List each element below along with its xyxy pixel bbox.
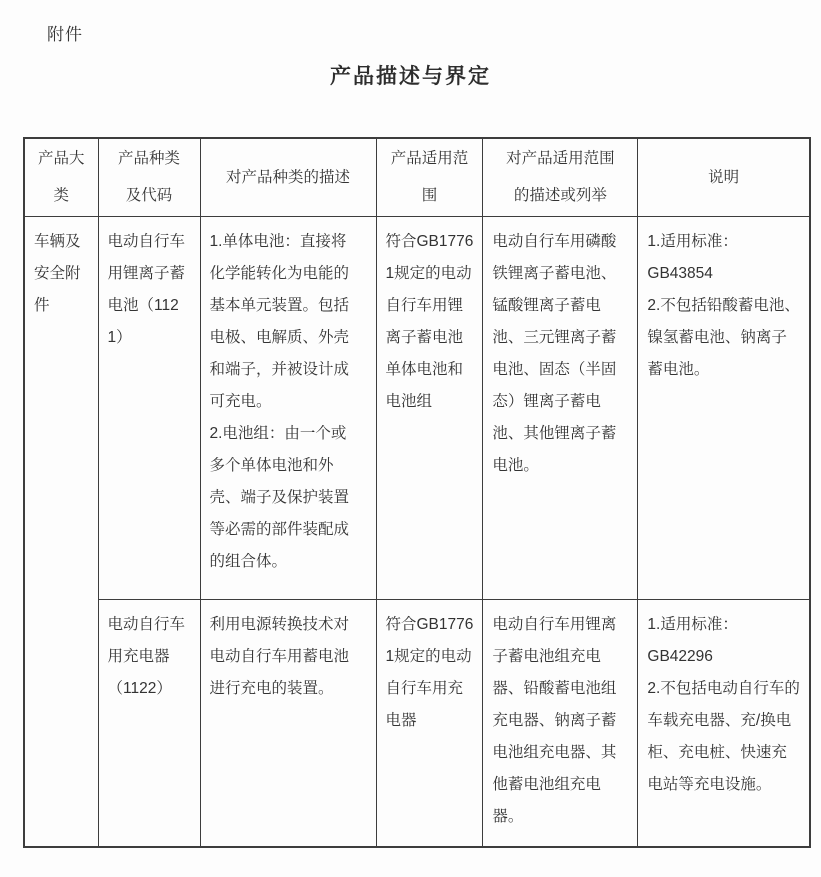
cell-line: 可充电。 (209, 392, 272, 410)
cell-type-description (200, 216, 376, 599)
cell-line: 池、其他锂离子蓄 (492, 424, 617, 442)
cell-notes (638, 599, 810, 847)
cell-line: 化学能转化为电能的 (209, 264, 350, 282)
header-cell-notes (638, 138, 810, 216)
cell-line: 电动自行车用锂离 (492, 615, 617, 633)
cell-line: 单体电池和 (385, 360, 464, 378)
header-cell-line: 围 (421, 187, 438, 205)
cell-line: GB43854 (647, 264, 713, 282)
cell-line: （1122） (107, 679, 172, 697)
cell-line: 1规定的电动 (385, 264, 472, 282)
cell-line: 壳、端子及保护装置 (209, 488, 350, 506)
cell-line: 电池、固态（半固 (492, 360, 617, 378)
cell-line: 电动自行车用蓄电池 (209, 647, 350, 665)
cell-line: 蓄电池。 (647, 360, 710, 378)
cell-line: 1.适用标准： (647, 615, 738, 633)
header-cell-line: 产品种类 (117, 150, 180, 168)
cell-scope (376, 216, 483, 599)
cell-line: 电动自行车 (107, 232, 186, 250)
table-row (24, 599, 810, 847)
cell-line: 电池组充电器、其 (492, 743, 617, 761)
cell-line: 器、铅酸蓄电池组 (492, 679, 617, 697)
cell-line: 自行车用锂 (385, 296, 464, 314)
cell-line: 器。 (492, 807, 524, 825)
cell-scope-description (483, 599, 638, 847)
header-cell-line: 对产品种类的描述 (225, 168, 350, 186)
cell-line: 自行车用充 (385, 679, 464, 697)
cell-line: 用锂离子蓄 (107, 264, 186, 282)
header-cell-type-description (200, 138, 376, 216)
cell-line: 铁锂离子蓄电池、 (492, 264, 617, 282)
header-cell-line: 产品大 (37, 150, 85, 168)
header-cell-scope-description (483, 138, 638, 216)
cell-line: 锰酸锂离子蓄电 (492, 296, 601, 314)
page-title: 产品描述与界定 (330, 65, 491, 88)
cell-line: 池、三元锂离子蓄 (492, 328, 617, 346)
cell-scope (376, 599, 483, 847)
cell-notes (638, 216, 810, 599)
cell-line: 安全附 (34, 264, 81, 282)
cell-line: 子蓄电池组充电 (492, 647, 601, 665)
cell-line: 符合GB1776 (385, 615, 474, 633)
header-cell-line: 产品适用范 (390, 150, 469, 168)
cell-line: 用充电器 (107, 647, 170, 665)
cell-line: 离子蓄电池 (385, 328, 464, 346)
cell-line: 2.不包括电动自行车的 (647, 679, 800, 697)
cell-line: 的组合体。 (209, 552, 288, 570)
header-cell-line: 对产品适用范围 (506, 150, 615, 168)
table-header-row (24, 138, 810, 216)
cell-line: 1规定的电动 (385, 647, 472, 665)
cell-line: GB42296 (647, 647, 713, 665)
cell-line: 等必需的部件装配成 (209, 520, 350, 538)
cell-type-code (98, 216, 200, 599)
cell-line: 柜、充电桩、快速充 (647, 743, 787, 761)
cell-line: 车辆及 (34, 232, 81, 250)
header-cell-type-code (98, 138, 200, 216)
cell-line: 电池（112 (107, 296, 179, 314)
cell-line: 1.单体电池：直接将 (209, 232, 347, 250)
cell-line: 1.适用标准： (647, 232, 738, 250)
cell-category (24, 216, 98, 847)
cell-line: 电动自行车 (107, 615, 186, 633)
cell-line: 车载充电器、充/换电 (647, 711, 792, 729)
cell-line: 进行充电的装置。 (209, 679, 334, 697)
cell-line: 和端子，并被设计成 (209, 360, 350, 378)
cell-line: 件 (34, 296, 50, 314)
table-row (24, 216, 810, 599)
cell-line: 2.不包括铅酸蓄电池、 (647, 296, 800, 314)
header-cell-scope (376, 138, 483, 216)
cell-line: 镍氢蓄电池、钠离子 (647, 328, 787, 346)
cell-line: 利用电源转换技术对 (209, 615, 350, 633)
cell-line: 态）锂离子蓄电 (492, 392, 601, 410)
cell-line: 多个单体电池和外 (209, 456, 334, 474)
cell-line: 电极、电解质、外壳 (209, 328, 350, 346)
header-cell-line: 及代码 (125, 187, 173, 205)
cell-line: 1） (107, 328, 132, 346)
cell-line: 电站等充电设施。 (647, 775, 772, 793)
cell-scope-description (483, 216, 638, 599)
cell-line: 电池。 (492, 456, 539, 474)
cell-line: 电器 (385, 711, 417, 729)
cell-line: 充电器、钠离子蓄 (492, 711, 617, 729)
attachment-label: 附件 (47, 25, 83, 44)
cell-line: 2.电池组：由一个或 (209, 424, 347, 442)
product-definition-table-wrap (23, 137, 811, 848)
header-cell-line: 的描述或列举 (513, 187, 607, 205)
cell-line: 基本单元装置。包括 (209, 296, 350, 314)
header-cell-line: 说明 (708, 168, 740, 186)
header-cell-category (24, 138, 98, 216)
header-cell-line: 类 (53, 187, 69, 205)
cell-line: 他蓄电池组充电 (492, 775, 601, 793)
cell-line: 电动自行车用磷酸 (492, 232, 617, 250)
cell-type-description (200, 599, 376, 847)
cell-type-code (98, 599, 200, 847)
cell-line: 电池组 (385, 392, 433, 410)
cell-line: 符合GB1776 (385, 232, 474, 250)
product-definition-table (23, 137, 811, 848)
